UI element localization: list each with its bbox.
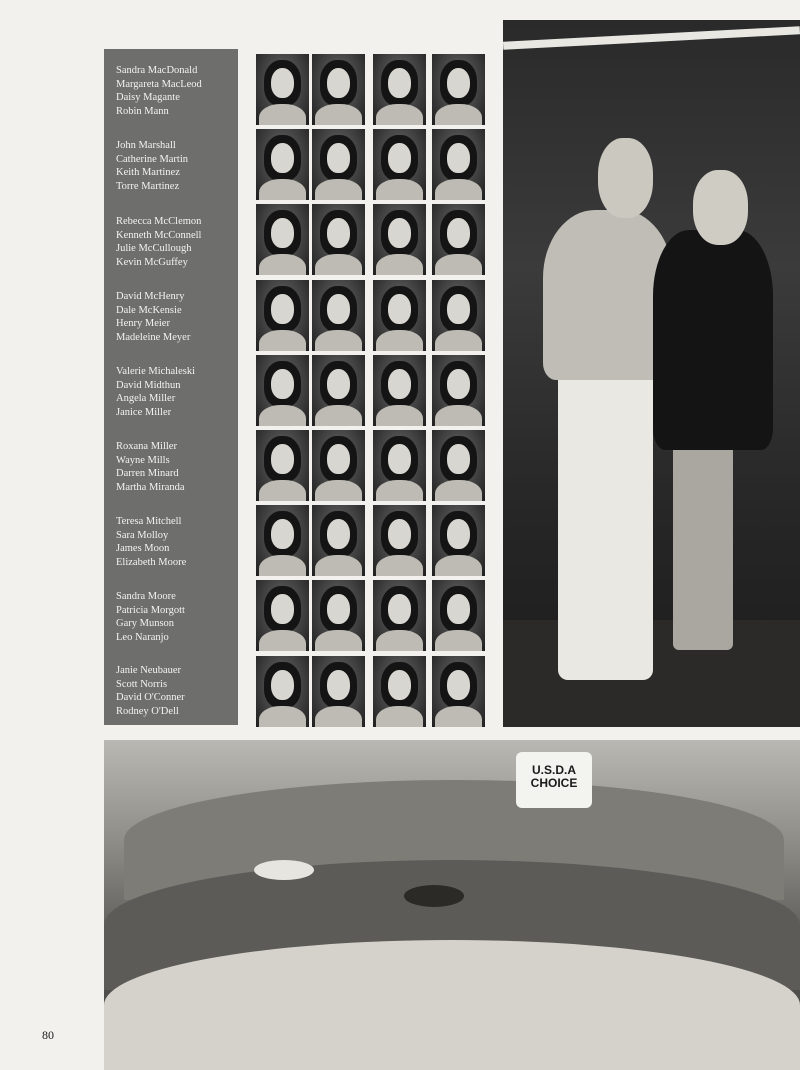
student-portrait (256, 355, 309, 426)
student-portrait (256, 280, 309, 351)
student-portrait (432, 204, 485, 275)
portrait-shirt (376, 405, 423, 426)
student-name: Henry Meier (116, 318, 170, 330)
student-portrait (373, 129, 426, 200)
portrait-shirt (315, 405, 362, 426)
portrait-shirt (435, 630, 482, 651)
escort-head (598, 138, 653, 218)
cheerleader-head (693, 170, 748, 245)
portrait-face (271, 369, 294, 399)
portrait-shirt (376, 480, 423, 501)
portrait-face (447, 670, 470, 700)
portrait-face (327, 594, 350, 624)
portrait-face (447, 444, 470, 474)
portrait-shirt (376, 104, 423, 125)
student-name: David McHenry (116, 291, 185, 302)
student-name: Sara Molloy (116, 529, 169, 541)
portrait-shirt (376, 179, 423, 200)
student-portrait (373, 54, 426, 125)
portrait-shirt (315, 630, 362, 651)
portrait-shirt (259, 179, 306, 200)
student-name: John Marshall (116, 140, 176, 151)
portrait-shirt (435, 405, 482, 426)
student-name: Teresa Mitchell (116, 516, 182, 527)
portrait-shirt (259, 405, 306, 426)
portrait-face (388, 68, 411, 98)
portrait-face (327, 143, 350, 173)
portrait-shirt (315, 179, 362, 200)
portrait-face (327, 519, 350, 549)
student-name: Leo Naranjo (116, 632, 169, 644)
portrait-shirt (259, 480, 306, 501)
portrait-shirt (315, 254, 362, 275)
portrait-face (388, 444, 411, 474)
name-group (116, 139, 236, 194)
portrait-face (327, 294, 350, 324)
student-portrait (373, 505, 426, 576)
student-portrait (432, 580, 485, 651)
student-name: Martha Miranda (116, 482, 185, 494)
portrait-face (271, 218, 294, 248)
student-name: Rodney O'Dell (116, 706, 179, 718)
student-name: Janice Miller (116, 407, 172, 419)
student-portrait (312, 129, 365, 200)
student-name: Dale McKensie (116, 304, 182, 316)
portrait-shirt (376, 330, 423, 351)
name-group (116, 290, 236, 345)
name-group (116, 215, 236, 270)
page-number: 80 (42, 1028, 54, 1042)
student-portrait (432, 280, 485, 351)
student-portrait (373, 280, 426, 351)
portrait-shirt (435, 104, 482, 125)
student-name: Scott Norris (116, 678, 168, 690)
student-name: Janie Neubauer (116, 665, 182, 676)
portrait-shirt (259, 254, 306, 275)
crowd-front-row (104, 940, 800, 1070)
student-name: Rebecca McClemon (116, 216, 202, 227)
student-portrait (256, 505, 309, 576)
student-name: Julie McCullough (116, 243, 192, 255)
student-portrait (256, 580, 309, 651)
name-group (116, 64, 236, 119)
student-name: Robin Mann (116, 106, 169, 118)
cheerleader-uniform (653, 230, 773, 450)
cowboy-hat-icon (404, 885, 464, 907)
portrait-face (447, 369, 470, 399)
cheerleader-legs (673, 440, 733, 650)
student-name: Kenneth McConnell (116, 229, 202, 241)
student-name: Elizabeth Moore (116, 557, 187, 569)
student-name: Gary Munson (116, 618, 175, 630)
portrait-shirt (259, 104, 306, 125)
portrait-face (388, 369, 411, 399)
sign-text: U.S.D.A CHOICE (530, 763, 578, 790)
student-name: Daisy Magante (116, 92, 180, 104)
portrait-face (327, 68, 350, 98)
student-portrait (256, 54, 309, 125)
portrait-shirt (259, 330, 306, 351)
student-portrait (373, 580, 426, 651)
name-group (116, 590, 236, 645)
student-portrait (256, 129, 309, 200)
student-portrait (256, 430, 309, 501)
portrait-shirt (435, 480, 482, 501)
portrait-face (388, 670, 411, 700)
student-portrait (373, 430, 426, 501)
name-group (116, 664, 236, 719)
student-portrait (373, 656, 426, 727)
student-name: Catherine Martin (116, 153, 189, 165)
portrait-shirt (376, 630, 423, 651)
student-name: Roxana Miller (116, 441, 177, 452)
student-name: Keith Martinez (116, 167, 180, 179)
student-portrait (312, 355, 365, 426)
student-name: James Moon (116, 543, 170, 555)
portrait-shirt (376, 555, 423, 576)
student-name: Kevin McGuffey (116, 257, 188, 269)
portrait-shirt (376, 706, 423, 727)
portrait-face (388, 594, 411, 624)
portrait-face (388, 294, 411, 324)
portrait-face (271, 670, 294, 700)
student-portrait (432, 430, 485, 501)
portrait-face (447, 594, 470, 624)
student-portrait (312, 580, 365, 651)
crowd-photo (104, 740, 800, 1070)
portrait-face (327, 444, 350, 474)
portrait-face (271, 444, 294, 474)
portrait-shirt (315, 706, 362, 727)
portrait-shirt (259, 706, 306, 727)
shirt-sign (516, 752, 592, 808)
student-portrait (432, 505, 485, 576)
name-group (116, 365, 236, 420)
hallway-photo (503, 20, 800, 727)
portrait-face (447, 294, 470, 324)
portrait-face (388, 519, 411, 549)
student-name: Madeleine Meyer (116, 332, 191, 344)
portrait-shirt (315, 104, 362, 125)
student-portrait (432, 656, 485, 727)
student-name: David Midthun (116, 379, 181, 391)
portrait-face (388, 143, 411, 173)
portrait-face (447, 68, 470, 98)
student-portrait (256, 656, 309, 727)
name-group (116, 515, 236, 570)
student-portrait (312, 430, 365, 501)
portrait-face (271, 519, 294, 549)
portrait-face (327, 369, 350, 399)
portrait-shirt (435, 330, 482, 351)
student-portrait (432, 129, 485, 200)
portrait-shirt (435, 555, 482, 576)
portrait-shirt (259, 630, 306, 651)
portrait-shirt (435, 254, 482, 275)
student-name: Wayne Mills (116, 454, 170, 466)
student-name: Angela Miller (116, 393, 176, 405)
portrait-face (327, 218, 350, 248)
student-name: Sandra Moore (116, 591, 176, 602)
names-panel (104, 49, 238, 725)
portrait-shirt (315, 330, 362, 351)
student-name: Patricia Morgott (116, 604, 185, 616)
escort-pants (558, 360, 653, 680)
portrait-shirt (435, 706, 482, 727)
student-name: Sandra MacDonald (116, 65, 198, 76)
student-portrait (432, 355, 485, 426)
student-portrait (312, 656, 365, 727)
portrait-face (271, 143, 294, 173)
portrait-face (447, 218, 470, 248)
portrait-face (447, 519, 470, 549)
student-name: Darren Minard (116, 468, 179, 480)
student-portrait (432, 54, 485, 125)
name-group (116, 440, 236, 495)
student-portrait (312, 54, 365, 125)
student-portrait (256, 204, 309, 275)
portrait-shirt (315, 555, 362, 576)
student-name: Torre Martinez (116, 181, 180, 193)
student-name: Margareta MacLeod (116, 78, 202, 90)
cowboy-hat-icon (254, 860, 314, 880)
portrait-face (447, 143, 470, 173)
portrait-shirt (376, 254, 423, 275)
student-portrait (373, 204, 426, 275)
student-portrait (312, 505, 365, 576)
student-name: Valerie Michaleski (116, 366, 196, 377)
portrait-shirt (315, 480, 362, 501)
portrait-shirt (435, 179, 482, 200)
portrait-face (271, 68, 294, 98)
student-portrait (312, 280, 365, 351)
crepe-streamer (503, 26, 800, 50)
student-portrait (312, 204, 365, 275)
portrait-face (271, 594, 294, 624)
portrait-shirt (259, 555, 306, 576)
portrait-face (327, 670, 350, 700)
student-name: David O'Conner (116, 692, 185, 704)
student-portrait (373, 355, 426, 426)
portrait-face (271, 294, 294, 324)
portrait-face (388, 218, 411, 248)
